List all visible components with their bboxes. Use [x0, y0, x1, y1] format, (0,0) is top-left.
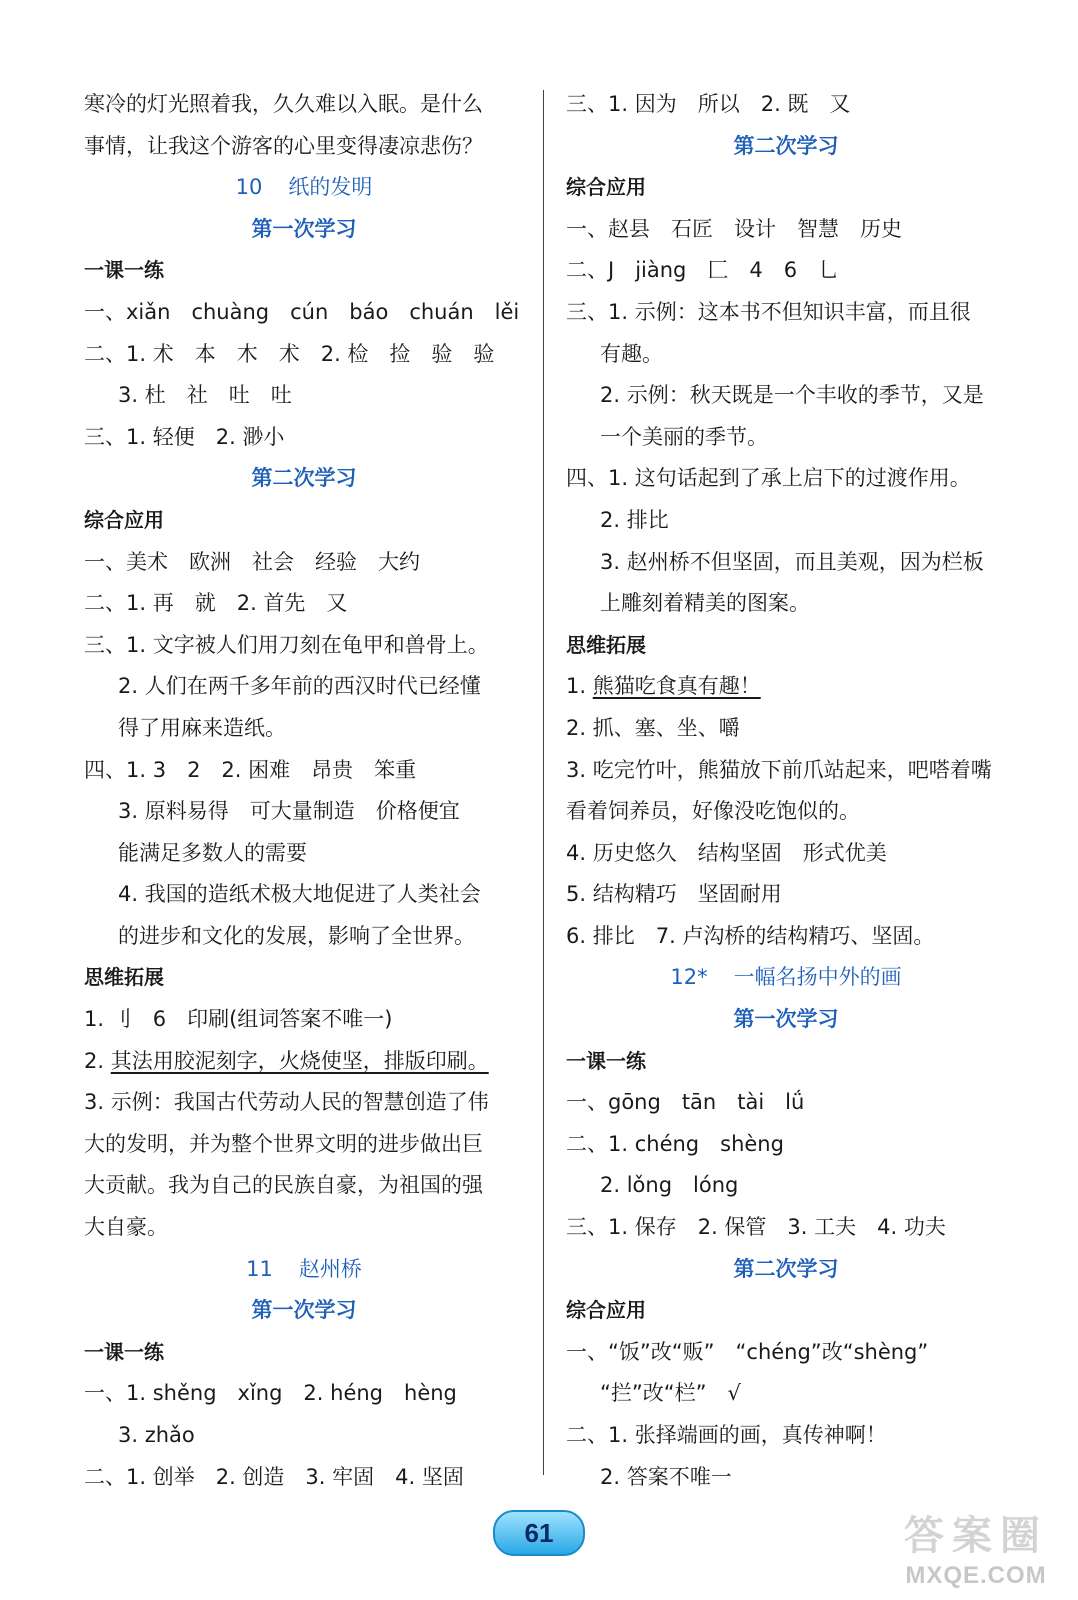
subsection-heading: 一课一练 — [84, 1339, 164, 1364]
section-title: 第二次学习 — [733, 133, 839, 158]
answer-line-indented: 得了用麻来造纸。 — [118, 715, 286, 740]
answer-line-indented: 能满足多数人的需要 — [118, 840, 307, 865]
answer-line: 二、J jiàng 匚 4 6 乚 — [566, 258, 840, 283]
answer-line-indented: 2. 人们在两千多年前的西汉时代已经懂 — [118, 674, 481, 699]
answer-line: 看着饲养员，好像没吃饱似的。 — [566, 799, 860, 824]
answer-line: 大的发明，并为整个世界文明的进步做出巨 — [84, 1131, 483, 1156]
answer-line-indented: 有趣。 — [600, 341, 663, 366]
lesson-number: 11 — [246, 1256, 273, 1281]
answer-line — [566, 666, 1006, 708]
left-column — [84, 84, 524, 1498]
answer-line: 二、1. 术 本 木 术 2. 检 捡 验 验 — [84, 341, 495, 366]
lesson-title — [84, 1249, 524, 1291]
right-column — [566, 84, 1006, 1498]
answer-line-indented: 2. 示例：秋天既是一个丰收的季节，又是 — [600, 383, 984, 408]
answer-line: 四、1. 3 2 2. 困难 昂贵 笨重 — [84, 757, 417, 782]
answer-line: 一、“饭”改“贩” “chéng”改“shèng” — [566, 1339, 929, 1364]
answer-line: 三、1. 文字被人们用刀刻在龟甲和兽骨上。 — [84, 632, 489, 657]
page-number-badge — [493, 1510, 585, 1556]
watermark-site-text: MXQE.COM — [905, 1562, 1047, 1589]
answer-line: 大贡献。我为自己的民族自豪，为祖国的强 — [84, 1173, 483, 1198]
answer-line: 二、1. 再 就 2. 首先 又 — [84, 591, 348, 616]
section-title: 第二次学习 — [733, 1256, 839, 1281]
watermark-top-text: 答案圈 — [904, 1512, 1048, 1559]
answer-line: 事情，让我这个游客的心里变得凄凉悲伤？ — [84, 133, 483, 158]
answer-line-indented: 的进步和文化的发展，影响了全世界。 — [118, 923, 475, 948]
column-divider — [543, 90, 544, 1475]
section-title: 第一次学习 — [733, 1007, 839, 1032]
answer-line-indented: 一个美丽的季节。 — [600, 424, 768, 449]
lesson-number: 10 — [235, 175, 263, 200]
answer-line: 寒冷的灯光照着我，久久难以入眠。是什么 — [84, 92, 483, 116]
answer-line: 3. 示例：我国古代劳动人民的智慧创造了伟 — [84, 1090, 489, 1115]
lesson-name: 赵州桥 — [298, 1256, 362, 1281]
answer-line: 3. 吃完竹叶，熊猫放下前爪站起来，吧嗒着嘴 — [566, 757, 992, 782]
underlined-answer: 其法用胶泥刻字，火烧使坚，排版印刷。 — [110, 1048, 489, 1073]
answer-line: 二、1. 创举 2. 创造 3. 牢固 4. 坚固 — [84, 1464, 464, 1489]
answer-line: 一、1. shěng xǐng 2. héng hèng — [84, 1381, 457, 1406]
watermark-logo — [878, 1500, 1074, 1596]
answer-line: 4. 历史悠久 结构坚固 形式优美 — [566, 840, 887, 865]
answer-line: 一、赵县 石匠 设计 智慧 历史 — [566, 216, 902, 241]
answer-line: 1. 刂 6 印刷(组词答案不唯一) — [84, 1007, 393, 1032]
lesson-name: 一幅名扬中外的画 — [733, 965, 902, 990]
subsection-heading: 综合应用 — [84, 507, 164, 532]
answer-line: 一、美术 欧洲 社会 经验 大约 — [84, 549, 420, 574]
answer-line: 二、1. chéng shèng — [566, 1131, 784, 1156]
section-title: 第一次学习 — [251, 216, 357, 241]
page-number: 61 — [524, 1517, 554, 1548]
lesson-title — [84, 167, 524, 209]
subsection-heading: 一课一练 — [566, 1048, 646, 1073]
answer-line-indented: “拦”改“栏” √ — [600, 1381, 741, 1406]
answer-line: 5. 结构精巧 坚固耐用 — [566, 882, 782, 907]
answer-line-indented: 3. zhǎo — [118, 1423, 195, 1447]
subsection-heading: 一课一练 — [84, 258, 164, 283]
answer-line-indented: 2. 排比 — [600, 507, 669, 532]
subsection-heading: 思维拓展 — [84, 965, 164, 990]
answer-line-indented: 上雕刻着精美的图案。 — [600, 591, 810, 616]
subsection-heading: 综合应用 — [566, 175, 646, 200]
answer-line-indented: 3. 赵州桥不但坚固，而且美观，因为栏板 — [600, 549, 984, 574]
answer-line — [84, 1041, 524, 1083]
answer-prefix: 1. — [566, 674, 593, 699]
lesson-name: 纸的发明 — [288, 175, 373, 200]
answer-prefix: 2. — [84, 1048, 111, 1073]
underlined-answer: 熊猫吃食真有趣！ — [592, 674, 761, 699]
answer-line-indented: 2. lǒng lóng — [600, 1173, 739, 1198]
answer-line: 2. 抓、塞、坐、嚼 — [566, 715, 740, 740]
answer-line: 三、1. 示例：这本书不但知识丰富，而且很 — [566, 299, 971, 324]
section-title: 第二次学习 — [251, 466, 357, 491]
answer-line: 三、1. 轻便 2. 渺小 — [84, 424, 285, 449]
subsection-heading: 综合应用 — [566, 1298, 646, 1323]
answer-line: 二、1. 张择端画的画，真传神啊！ — [566, 1423, 887, 1447]
answer-line: 6. 排比 7. 卢沟桥的结构精巧、坚固。 — [566, 923, 935, 948]
answer-line: 三、1. 因为 所以 2. 既 又 — [566, 92, 851, 116]
answer-line: 四、1. 这句话起到了承上启下的过渡作用。 — [566, 466, 971, 491]
answer-line-indented: 2. 答案不唯一 — [600, 1464, 732, 1489]
subsection-heading: 思维拓展 — [566, 632, 646, 657]
answer-line-indented: 3. 杜 社 吐 吐 — [118, 383, 292, 408]
answer-line: 一、xiǎn chuàng cún báo chuán lěi — [84, 299, 520, 324]
answer-line: 一、gōng tān tài lǘ — [566, 1090, 805, 1115]
answer-line: 大自豪。 — [84, 1215, 168, 1240]
answer-line: 三、1. 保存 2. 保管 3. 工夫 4. 功夫 — [566, 1215, 946, 1240]
section-title: 第一次学习 — [251, 1298, 357, 1323]
answer-line-indented: 4. 我国的造纸术极大地促进了人类社会 — [118, 882, 481, 907]
answer-line-indented: 3. 原料易得 可大量制造 价格便宜 — [118, 799, 460, 824]
lesson-title — [566, 957, 1006, 999]
lesson-number: 12* — [670, 965, 708, 990]
